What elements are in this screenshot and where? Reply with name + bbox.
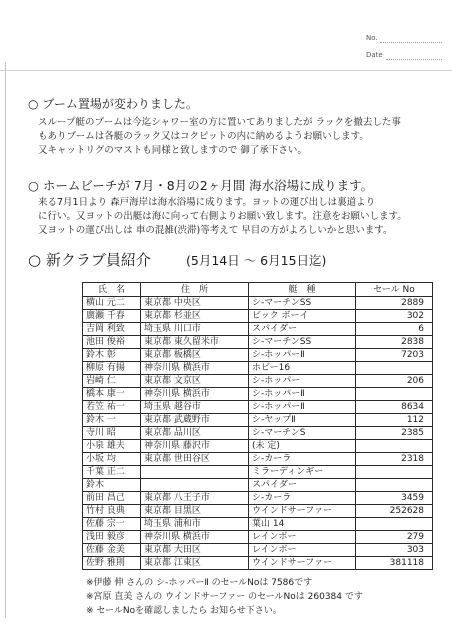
left-margin-line [5,62,6,618]
boom-section-line: もありブームは各艇のラック又はコクピットの内に納めるようお願いします。 [38,131,369,142]
table-row [83,492,433,505]
cell-name: 横山 元二 [83,297,141,310]
cell-boat: スパイダー [249,323,356,336]
cell-name: 若笠 祐一 [83,401,141,414]
cell-address: 神奈川県 横浜市 [141,362,249,375]
cell-address: 東京都 世田谷区 [141,453,249,466]
cell-address: 東京都 東久留米市 [141,336,249,349]
cell-sail-no: 2838 [356,336,433,349]
cell-sail-no [356,388,433,401]
table-row [83,414,433,427]
table-row [83,453,433,466]
cell-name: 千葉 正二 [83,466,141,479]
cell-boat: シ-ホッパーⅡ [249,388,356,401]
table-row [83,388,433,401]
cell-name: 佐藤 金美 [83,544,141,557]
cell-boat: シ-ヤップⅡ [249,414,356,427]
cell-sail-no: 302 [356,310,433,323]
cell-name: 佐藤 宗一 [83,518,141,531]
cell-boat: スパイダー [249,479,356,492]
table-row [83,518,433,531]
table-header-row [83,283,433,297]
footnote: ※ セールNoを確認しましたら お知らせ下さい。 [86,606,282,616]
cell-name: 竹村 良典 [83,505,141,518]
date-line [386,59,442,60]
cell-sail-no: 112 [356,414,433,427]
cell-sail-no: 206 [356,375,433,388]
cell-sail-no: 252628 [356,505,433,518]
column-header-address: 住 所 [141,283,249,297]
no-line [380,42,442,43]
table-row [83,505,433,518]
table-row [83,323,433,336]
table-row [83,297,433,310]
cell-sail-no: 381118 [356,557,433,570]
cell-address: 神奈川県 横浜市 [141,388,249,401]
cell-name: 鈴木 一 [83,414,141,427]
table-row [83,466,433,479]
boom-section-heading: ○ ブーム置場が変わりました。 [28,97,198,111]
cell-sail-no: 2889 [356,297,433,310]
members-section-heading: ○ 新クラブ員紹介 [28,251,151,269]
cell-address: 東京都 大田区 [141,544,249,557]
cell-name: 小坂 均 [83,453,141,466]
cell-sail-no [356,440,433,453]
cell-boat: シ-マーチンSS [249,336,356,349]
cell-boat: レインボー [249,531,356,544]
table-row [83,336,433,349]
cell-sail-no: 8634 [356,401,433,414]
cell-address: 東京都 中央区 [141,297,249,310]
cell-address: 東京都 武蔵野市 [141,414,249,427]
cell-boat: ビック ボーイ [249,310,356,323]
top-rule [0,70,452,71]
table-row [83,544,433,557]
cell-address: 神奈川県 横浜市 [141,531,249,544]
table-row [83,375,433,388]
cell-address: 埼玉県 浦和市 [141,518,249,531]
cell-name: 佐野 雅則 [83,557,141,570]
cell-address: 東京都 目黒区 [141,505,249,518]
cell-address: 東京都 品川区 [141,427,249,440]
cell-name: 橋本 康一 [83,388,141,401]
footnote: ※伊藤 伸 さんの シ-ホッパーⅡ のセールNoは 7586です [86,578,313,588]
table-row [83,427,433,440]
column-header-sail-no: セール No [356,283,433,297]
cell-address: 神奈川県 藤沢市 [141,440,249,453]
cell-boat: シ-マーチンSS [249,297,356,310]
cell-boat: シ-ホッパーⅡ [249,401,356,414]
beach-section-heading: ○ ホームビーチが 7月・8月の2ヶ月間 海水浴場に成ります。 [28,178,374,193]
footnote: ※宮原 直美 さんの ウインドサーファー のセールNoは 260384 です [86,592,363,602]
table-row [83,362,433,375]
cell-boat: ミラーディンギー [249,466,356,479]
boom-section-line: スループ艇のブームは今迄シャワー室の方に置いてありましたが ラックを撤去した事 [38,117,401,128]
cell-boat: シ-マーチンS [249,427,356,440]
cell-boat: 葉山 14 [249,518,356,531]
cell-name: 小泉 雄夫 [83,440,141,453]
column-header-boat: 艇 種 [249,283,356,297]
cell-boat: レインボー [249,544,356,557]
cell-address: 東京都 八王子市 [141,492,249,505]
column-header-name: 氏 名 [83,283,141,297]
beach-section-line: に行い。又ヨットの出艇は海に向って右側よりお願い致します。注意をお願いします。 [38,211,407,222]
cell-name: 池田 俊裕 [83,336,141,349]
table-row [83,557,433,570]
cell-sail-no: 7203 [356,349,433,362]
cell-address: 埼玉県 越谷市 [141,401,249,414]
cell-name: 鈴木 彰 [83,349,141,362]
cell-name: 岩崎 仁 [83,375,141,388]
beach-section-line: 又ヨットの運び出しは 車の混雑(渋滞)等考えて 早目の方がよろしいかと思います。 [38,225,393,236]
cell-sail-no: 6 [356,323,433,336]
cell-name: 柳原 有揚 [83,362,141,375]
table-row [83,479,433,492]
cell-name: 鈴木 [83,479,141,492]
cell-sail-no: 2318 [356,453,433,466]
beach-section-line: 来る7月1日より 森戸海岸は海水浴場に成ります。ヨットの運び出しは裏道より [38,197,376,208]
date-label: Date [366,51,383,59]
cell-sail-no: 303 [356,544,433,557]
cell-boat: シ-カーラ [249,492,356,505]
cell-address: 埼玉県 川口市 [141,323,249,336]
cell-boat: ホビー16 [249,362,356,375]
table-row [83,310,433,323]
boom-section-line: 又キャットリグのマストも同様と致しますので 御了承下さい。 [38,145,307,156]
members-period: (5月14日 ～ 6月15日迄) [186,253,327,268]
cell-sail-no [356,479,433,492]
table-row [83,401,433,414]
cell-address: 東京都 板橋区 [141,349,249,362]
cell-sail-no: 3459 [356,492,433,505]
cell-boat: シ-ホッパーⅡ [249,349,356,362]
cell-name: 寺川 昭 [83,427,141,440]
cell-address: 東京都 杉並区 [141,310,249,323]
cell-sail-no [356,362,433,375]
table-row [83,531,433,544]
cell-boat: (未 定) [249,440,356,453]
cell-address: 東京都 江東区 [141,557,249,570]
cell-address [141,466,249,479]
cell-address [141,479,249,492]
cell-sail-no [356,518,433,531]
cell-sail-no: 2385 [356,427,433,440]
cell-sail-no: 279 [356,531,433,544]
table-row [83,349,433,362]
cell-name: 前田 昌己 [83,492,141,505]
cell-address: 東京都 文京区 [141,375,249,388]
table-row [83,440,433,453]
cell-boat: ウインドサーファー [249,557,356,570]
cell-boat: シ-カーラ [249,453,356,466]
members-table-body [83,297,433,570]
cell-name: 廣瀬 千春 [83,310,141,323]
cell-name: 浅田 毅彦 [83,531,141,544]
cell-boat: シ-ホッパー [249,375,356,388]
cell-name: 吉岡 利致 [83,323,141,336]
members-table [82,282,433,570]
no-label: No. [366,34,378,42]
cell-boat: ウインドサーファー [249,505,356,518]
cell-sail-no [356,466,433,479]
